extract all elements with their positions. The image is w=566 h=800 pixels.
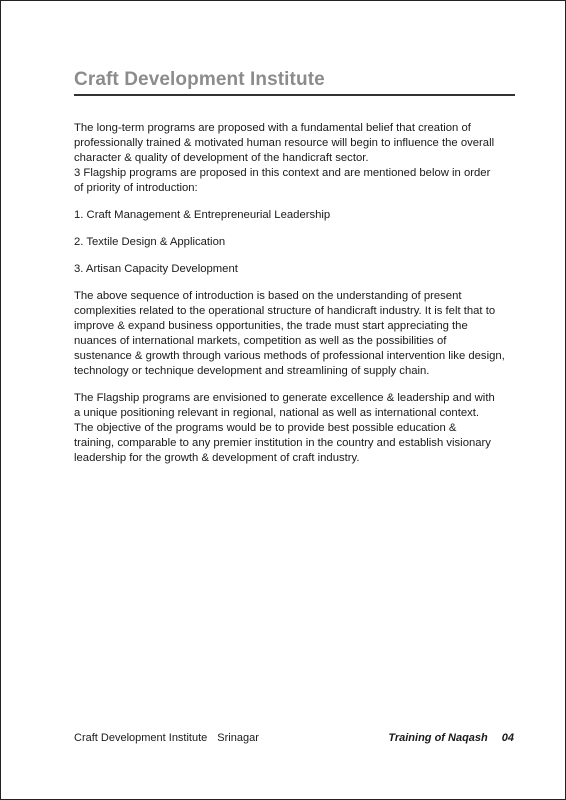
- text-line: leadership for the growth & development of craft industry.: [74, 452, 360, 464]
- text-line: sustenance & growth through various methods of professional intervention like design,: [74, 350, 505, 362]
- page-title: Craft Development Institute: [74, 69, 325, 90]
- header-divider: [74, 94, 515, 96]
- footer-city: Srinagar: [217, 732, 259, 744]
- footer-section: [388, 732, 514, 744]
- text-line: The long-term programs are proposed with a fundamental belief that creation of: [74, 122, 471, 134]
- text-line: training, comparable to any premier institution in the country and establish visionary: [74, 437, 491, 449]
- text-line: a unique positioning relevant in regional, national as well as international context.: [74, 407, 480, 419]
- text-line: technology or technique development and streamlining of supply chain.: [74, 365, 430, 377]
- text-line: nuances of international markets, competition as well as the possibilities of: [74, 335, 447, 347]
- text-line: character & quality of development of the handicraft sector.: [74, 152, 369, 164]
- footer-institute-name: Craft Development Institute: [74, 732, 208, 744]
- text-line: 3 Flagship programs are proposed in this context and are mentioned below in order: [74, 167, 491, 179]
- text-line: The above sequence of introduction is based on the understanding of present: [74, 290, 462, 302]
- program-item: 2. Textile Design & Application: [74, 236, 226, 248]
- body-text: [74, 121, 519, 466]
- sequence-paragraph: [74, 289, 519, 379]
- program-item: 3. Artisan Capacity Development: [74, 263, 238, 275]
- text-line: professionally trained & motivated human resource will begin to influence the overall: [74, 137, 495, 149]
- text-line: improve & expand business opportunities, the trade must start appreciating the: [74, 320, 468, 332]
- intro-paragraph: [74, 121, 519, 196]
- footer-section-title: Training of Naqash: [388, 732, 488, 744]
- text-line: complexities related to the operational structure of handicraft industry. It is felt that to: [74, 305, 496, 317]
- text-line: The objective of the programs would be to provide best possible education &: [74, 422, 457, 434]
- page-number: 04: [501, 732, 514, 744]
- footer-institute: [74, 732, 259, 744]
- flagship-paragraph: [74, 391, 519, 466]
- text-line: The Flagship programs are envisioned to generate excellence & leadership and with: [74, 392, 495, 404]
- text-line: of priority of introduction:: [74, 182, 198, 194]
- program-item: 1. Craft Management & Entrepreneurial Leadership: [74, 209, 331, 221]
